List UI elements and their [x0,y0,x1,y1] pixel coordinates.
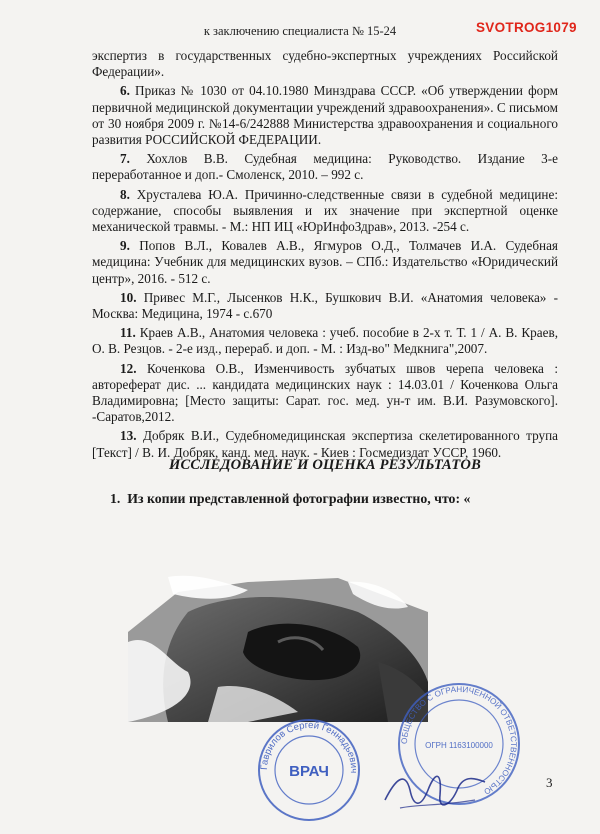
stamp-ring-text: Гаврилов Сергей Геннадьевич [258,719,360,774]
intro-number: 1. [110,491,121,506]
header-reference: к заключению специалиста № 15-24 [203,24,397,38]
reference-continuation: экспертиз в государственных судебно-экспертных учреждениях Российской Федерации». [92,48,558,80]
reference-item-8 [92,187,558,236]
reference-number: 7. [120,151,130,167]
reference-number: 8. [120,186,130,202]
reference-item-13 [92,428,558,460]
reference-text: Коченкова О.В., Изменчивость зубчатых швов черепа человека : автореферат дис. ... кандидата медицинских наук : 14.03.01 / Коченкова Ольга Владимировна; [Место защиты: Сарат. гос. мед. ун-т им. В.И. Разумовского]. -Саратов,2012. [92,360,559,425]
section-intro [110,491,560,507]
reference-text: Хрусталева Ю.А. Причинно-следственные связи в судебной медицине: содержание, способы выявления и их значение при экспертной оценке механической травмы. - М.: НП ИЦ «ЮрИнфоЗдрав», 2013. -254 с. [92,186,558,235]
reference-text: Хохлов В.В. Судебная медицина: Руководство. Издание 3-е переработанное и доп.- Смоленск, 2010. – 992 с. [92,151,558,183]
reference-text: Добряк В.И., Судебномедицинская экспертиза скелетированного трупа [Текст] / В. И. Добряк, канд. мед. наук. - Киев : Госмедиздат УССР, 1960. [92,428,559,460]
reference-number: 13. [120,428,137,444]
handwritten-signature [380,760,490,820]
reference-text: Привес М.Г., Лысенков Н.К., Бушкович В.И. «Анатомия человека» - Москва: Медицина, 1974 - с.670 [92,289,558,322]
reference-number: 10. [120,289,137,305]
reference-text: Приказ № 1030 от 04.10.1980 Минздрава СССР. «Об утверждении форм первичной медицинской документации учреждений здравоохранения». С письмом от 30 ноября 2009 г. №14-6/242888 Министерства здравоохранения и социального развития РОССИЙСКОЙ ФЕДЕРАЦИИ. [92,83,558,148]
intro-text: Из копии представленной фотографии известно, что: « [127,491,471,506]
reference-number: 12. [120,360,137,376]
reference-item-6 [92,83,558,148]
reference-item-11 [92,325,558,357]
stamp-ring-text: ОБЩЕСТВО С ОГРАНИЧЕННОЙ ОТВЕТСТВЕННОСТЬЮ [399,684,519,797]
stamp-center-text: ВРАЧ [289,763,329,780]
reference-text: Краев А.В., Анатомия человека : учеб. пособие в 2-х т. Т. 1 / А. В. Краев, О. В. Резцов. - 2-е изд., перераб. и доп. - М. : Изд-во" Медкнига",2007. [92,325,558,357]
doctor-stamp [255,716,363,824]
section-title: ИССЛЕДОВАНИЕ И ОЦЕНКА РЕЗУЛЬТАТОВ [169,457,481,473]
reference-number: 9. [120,238,130,254]
references-list [92,48,558,464]
reference-item-9 [92,238,558,287]
reference-item-12 [92,361,558,426]
reference-item-7 [92,151,558,183]
reference-number: 6. [120,83,130,99]
evidence-photo [128,572,428,722]
reference-number: 11. [120,325,136,341]
reference-item-10 [92,290,558,322]
reference-text: Попов В.Л., Ковалев А.В., Ягмуров О.Д., Толмачев И.А. Судебная медицина: Учебник для медицинских вузов. – СПб.: Издательство «Юридический центр», 2016. - 512 с. [92,238,558,286]
page-number: 3 [546,775,553,790]
watermark-label: SVOTROG1079 [476,20,577,35]
stamp-center-text: ОГРН 1163100000 [425,741,493,750]
